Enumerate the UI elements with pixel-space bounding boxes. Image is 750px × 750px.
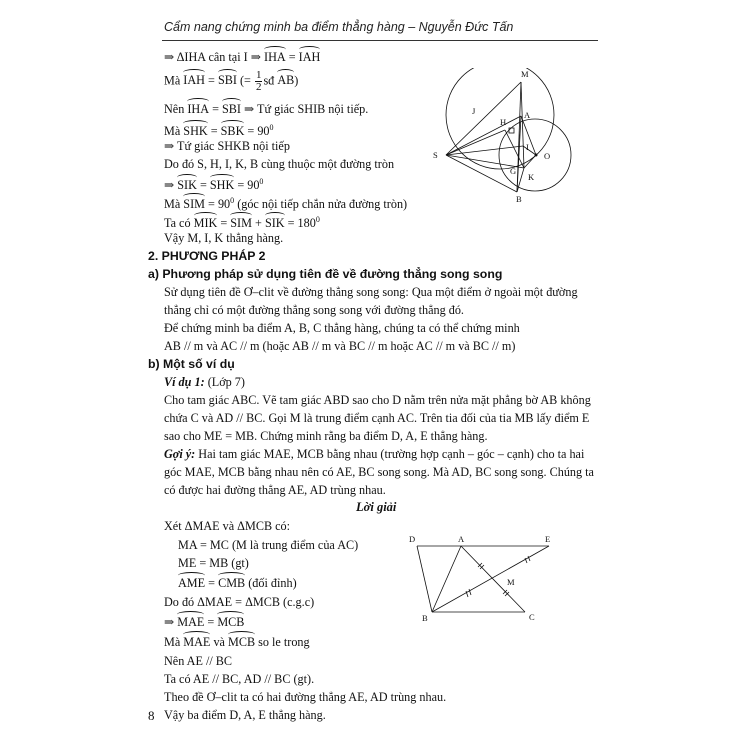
fig2-label-B: B [422, 613, 428, 623]
hint-p1: Gợi ý: Hai tam giác MAE, MCB bằng nhau (trường hợp cạnh – góc – cạnh) cho ta hai [164, 447, 585, 461]
hint-p3: có được hai đường thẳng AE, AD trùng nhau. [164, 483, 386, 497]
example-1-p3: sao cho ME = MB. Chứng minh rằng ba điểm D, A, E thẳng hàng. [164, 429, 488, 443]
section-2a-p4: AB // m và AC // m (hoặc AB // m và BC // m hoặc AC // m và BC // m) [164, 339, 516, 353]
solution-line-11: Vậy ba điểm D, A, E thẳng hàng. [164, 708, 326, 722]
proof-line-10: Vậy M, I, K thẳng hàng. [164, 231, 284, 245]
page-number: 8 [148, 708, 155, 723]
proof-line-7: ⇒ SIK = SHK = $90^0$ [164, 177, 264, 193]
proof-line-8: Mà SIM = $90^0$ (góc nội tiếp chắn nửa đường tròn) [164, 196, 408, 212]
proof-line-5: ⇒ Tứ giác SHKB nội tiếp [164, 139, 290, 153]
solution-line-4: AME = CMB (đối đỉnh) [178, 576, 297, 590]
fig1-label-S: S [433, 150, 438, 160]
fraction-half: $\frac{1}{2}$ [255, 69, 262, 93]
example-1-header: Ví dụ 1: (Lớp 7) [164, 375, 245, 389]
solution-title: Lời giải [356, 500, 397, 514]
section-2b-title: b) Một số ví dụ [148, 357, 235, 371]
example-1-p1: Cho tam giác ABC. Vẽ tam giác ABD sao cho D nằm trên nửa mặt phẳng bờ AB không [164, 393, 591, 407]
solution-line-9: Ta có AE // BC, AD // BC (gt). [164, 672, 315, 686]
running-header: Cẩm nang chứng minh ba điểm thẳng hàng – Nguyễn Đức Tấn [164, 20, 514, 34]
solution-line-2: MA = MC (M là trung điểm của AC) [178, 538, 359, 552]
proof-line-4: Mà SHK = SBK = $90^0$ [164, 123, 274, 139]
solution-line-1: Xét ΔMAE và ΔMCB có: [164, 519, 291, 533]
fig2-label-D: D [409, 534, 416, 544]
fig1-label-B: B [516, 194, 522, 204]
fig2-label-A: A [458, 534, 465, 544]
fig1-label-I: I [526, 142, 529, 152]
fig1-label-O: O [544, 151, 551, 161]
proof-line-2: Mà IAH = SBI (= $\frac{1}{2}$ sđ AB) [164, 69, 299, 93]
section-2a-p2: thẳng chỉ có một đường thẳng song song với đường thẳng đó. [164, 303, 464, 317]
fig1-label-M: M [521, 69, 529, 79]
fig2-label-M: M [507, 577, 515, 587]
section-2-title: 2. PHƯƠNG PHÁP 2 [148, 249, 266, 263]
example-1-p2: chứa C và AD // BC. Gọi M là trung điểm cạnh AC. Trên tia đối của tia MB lấy điểm E [164, 411, 590, 425]
solution-line-10: Theo đề Ơ–clit ta có hai đường thẳng AE, AD trùng nhau. [164, 690, 447, 704]
fig1-label-G: G [510, 166, 517, 176]
header-rule [162, 40, 598, 41]
solution-line-8: Nên AE // BC [164, 654, 233, 668]
fig1-label-K: K [528, 172, 535, 182]
figure-triangles [405, 530, 565, 625]
proof-line-3: Nên IHA = SBI ⇒ Tứ giác SHIB nội tiếp. [164, 102, 369, 116]
section-2a-p3: Để chứng minh ba điểm A, B, C thẳng hàng, chúng ta có thể chứng minh [164, 321, 520, 335]
proof-line-1: ⇒ ΔIHA cân tại I ⇒ IHA = IAH [164, 50, 321, 64]
solution-line-7: Mà MAE và MCB so le trong [164, 635, 310, 649]
proof-line-9: Ta có MIK = SIM + SIK = $180^0$ [164, 215, 320, 231]
proof-line-6: Do đó S, H, I, K, B cùng thuộc một đường tròn [164, 157, 395, 171]
figure-circles [430, 68, 600, 208]
fig2-label-C: C [529, 612, 535, 622]
fig2-label-E: E [545, 534, 551, 544]
fig1-label-J: J [472, 106, 476, 116]
hint-p2: góc MAE, MCB bằng nhau nên có AE, BC song song. Mà AD, BC song song. Chúng ta [164, 465, 594, 479]
solution-line-6: ⇒ MAE = MCB [164, 615, 245, 629]
fig1-label-H: H [500, 117, 507, 127]
solution-line-5: Do đó ΔMAE = ΔMCB (c.g.c) [164, 595, 315, 609]
solution-line-3: ME = MB (gt) [178, 556, 249, 570]
section-2a-p1: Sử dụng tiên đề Ơ–clit về đường thẳng song song: Qua một điểm ở ngoài một đường [164, 285, 578, 299]
section-2a-title: a) Phương pháp sử dụng tiên đề về đường thẳng song song [148, 267, 503, 281]
fig1-label-A: A [524, 110, 531, 120]
